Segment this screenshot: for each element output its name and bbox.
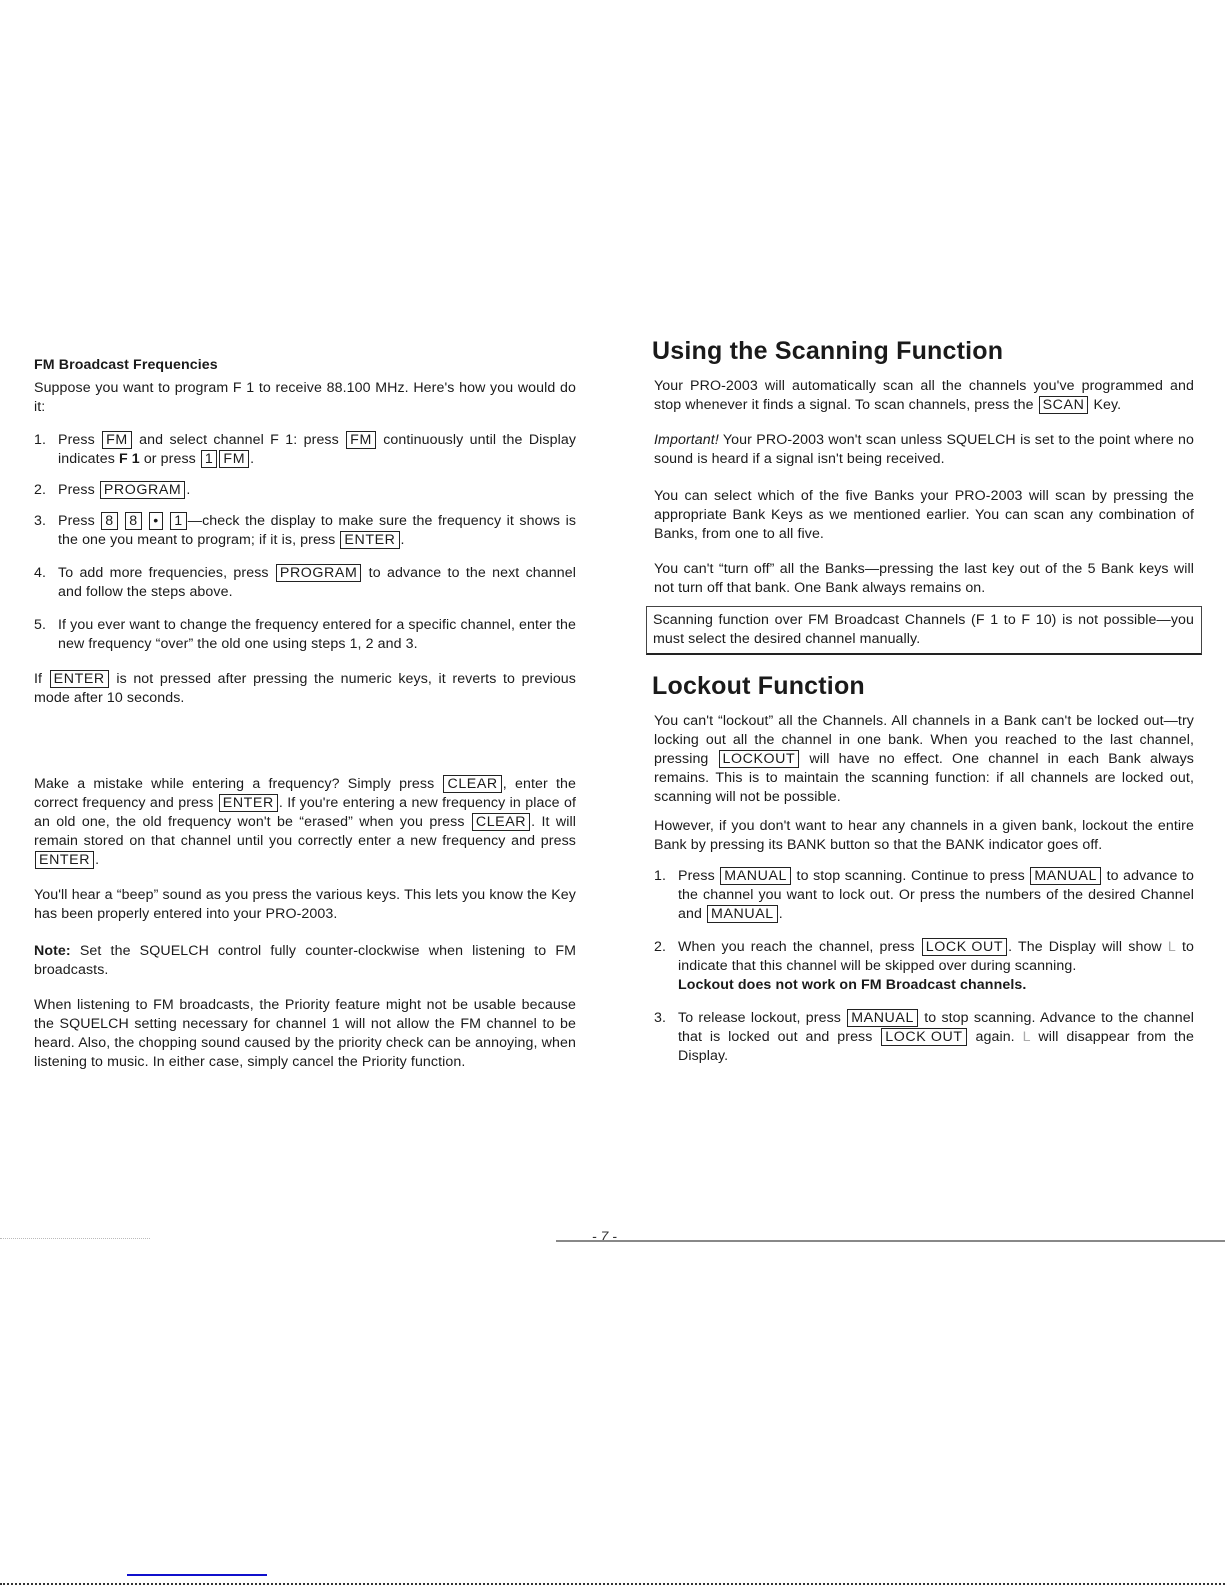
enter-key: ENTER [50, 670, 109, 688]
digit-1-key: 1 [201, 450, 218, 468]
important-paragraph: Important! Your PRO-2003 won't scan unless SQUELCH is set to the point where no sound is heard if a signal isn't being received. [654, 432, 1194, 467]
fm-key: FM [102, 431, 132, 449]
list-item: 3. To release lockout, press MANUAL to stop scanning. Advance to the channel that is locked out and press LOCK OUT again. L will disappear from the Display. [654, 1010, 1195, 1064]
note-label: Note: [34, 943, 71, 959]
list-item: 2. When you reach the channel, press LOCK OUT . The Display will show L to indicate that this channel will be skipped over during scanning. Lockout does not work on FM Broadcast channels. [654, 939, 1195, 993]
right-column [654, 336, 1194, 1066]
squelch-note-paragraph: Note: Set the SQUELCH control fully counter-clockwise when listening to FM broadcasts. [34, 943, 577, 978]
list-item: 1. Press FM and select channel F 1: press FM continuously until the Display indicates F 1 or press 1 FM . [34, 432, 577, 467]
blue-marker-bar [127, 1574, 267, 1576]
digit-1-key: 1 [170, 512, 187, 530]
lock-out-key: LOCK OUT [922, 938, 1007, 956]
left-divider [0, 1238, 150, 1239]
digit-8-key: 8 [125, 512, 142, 530]
page-number: - 7 - [592, 1228, 617, 1244]
lockout-steps [654, 867, 1194, 1066]
scan-key: SCAN [1039, 396, 1089, 414]
lockout-key: LOCKOUT [719, 750, 800, 768]
list-item: 5. If you ever want to change the frequency entered for a specific channel, enter the new frequency “over” the old one using steps 1, 2 and 3. [34, 617, 576, 652]
important-label: Important! [654, 432, 719, 448]
fm-broadcast-subheading: FM Broadcast Frequencies [34, 357, 218, 373]
enter-key: ENTER [219, 794, 278, 812]
left-column [34, 356, 576, 1072]
manual-key: MANUAL [847, 1009, 918, 1027]
beep-paragraph: You'll hear a “beep” sound as you press the various keys. This lets you know the Key has been properly entered into your PRO-2003. [34, 887, 576, 922]
priority-paragraph: When listening to FM broadcasts, the Priority feature might not be usable because the SQUELCH setting necessary for channel 1 will not allow the FM channel to be heard. Also, the chopping sound caused by the priority check can be annoying, when listening to music. In either case, simply cancel the Priority function. [34, 997, 576, 1070]
enter-timeout-paragraph: If ENTER is not pressed after pressing the numeric keys, it reverts to previous mode after 10 seconds. [34, 671, 576, 706]
enter-key: ENTER [35, 851, 94, 869]
fm-intro-paragraph: Suppose you want to program F 1 to receive 88.100 MHz. Here's how you would do it: [34, 380, 576, 415]
banks-paragraph: You can select which of the five Banks your PRO-2003 will scan by pressing the appropriate Bank Keys as we mentioned earlier. You can scan any combination of Banks, from one to all five. [654, 488, 1194, 542]
manual-key: MANUAL [720, 867, 791, 885]
lockout-intro-paragraph: You can't “lockout” all the Channels. All channels in a Bank can't be locked out—try locking out all the channel in one bank. When you reached to the last channel, pressing LOCKOUT will have no effect. One channel in each Bank always remains. This is to maintain the scanning function: if all channels are locked out, scanning will not be possible. [654, 713, 1194, 805]
clear-key: CLEAR [443, 775, 501, 793]
manual-key: MANUAL [707, 905, 778, 923]
decimal-key: • [149, 512, 163, 530]
fm-key: FM [219, 450, 249, 468]
fm-scan-notebox: Scanning function over FM Broadcast Channels (F 1 to F 10) is not possible—you must select the desired channel manually. [646, 606, 1202, 655]
fm-programming-steps [34, 431, 576, 654]
list-item: 1. Press MANUAL to stop scanning. Continue to press MANUAL to advance to the channel you want to lock out. Or press the numbers of the desired Channel and MANUAL . [654, 868, 1194, 922]
scanning-heading: Using the Scanning Function [652, 337, 1004, 365]
manual-key: MANUAL [1030, 867, 1101, 885]
mistake-paragraph: Make a mistake while entering a frequency? Simply press CLEAR , enter the correct frequency and press ENTER . If you're entering a new frequency in place of an old one, the old frequency won't be “erased” when you press CLEAR . It will remain stored on that channel until you correctly enter a new frequency and press ENTER . [34, 776, 576, 868]
list-item: 3. Press 8 8 • 1 —check the display to make sure the frequency it shows is the one you meant to program; if it is, press ENTER . [34, 513, 577, 548]
program-key: PROGRAM [100, 481, 186, 499]
lockout-indicator-icon: L [1167, 939, 1176, 955]
list-item: 2. Press PROGRAM . [34, 482, 191, 498]
list-item: 4. To add more frequencies, press PROGRAM to advance to the next channel and follow the steps above. [34, 565, 576, 600]
right-divider [556, 1240, 1225, 1242]
program-key: PROGRAM [276, 564, 362, 582]
fm-key: FM [346, 431, 376, 449]
turnoff-paragraph: You can't “turn off” all the Banks—pressing the last key out of the 5 Bank keys will not turn off that bank. One Bank always remains on. [654, 561, 1194, 596]
enter-key: ENTER [340, 531, 399, 549]
scan-intro-paragraph: Your PRO-2003 will automatically scan all the channels you've programmed and stop whenever it finds a signal. To scan channels, press the SCAN Key. [654, 378, 1194, 413]
digit-8-key: 8 [101, 512, 118, 530]
lockout-heading: Lockout Function [652, 672, 865, 700]
clear-key: CLEAR [472, 813, 530, 831]
lock-out-key: LOCK OUT [881, 1028, 966, 1046]
lockout-indicator-icon: L [1022, 1029, 1031, 1045]
however-paragraph: However, if you don't want to hear any channels in a given bank, lockout the entire Bank by pressing its BANK button so that the BANK indicator goes off. [654, 818, 1194, 853]
